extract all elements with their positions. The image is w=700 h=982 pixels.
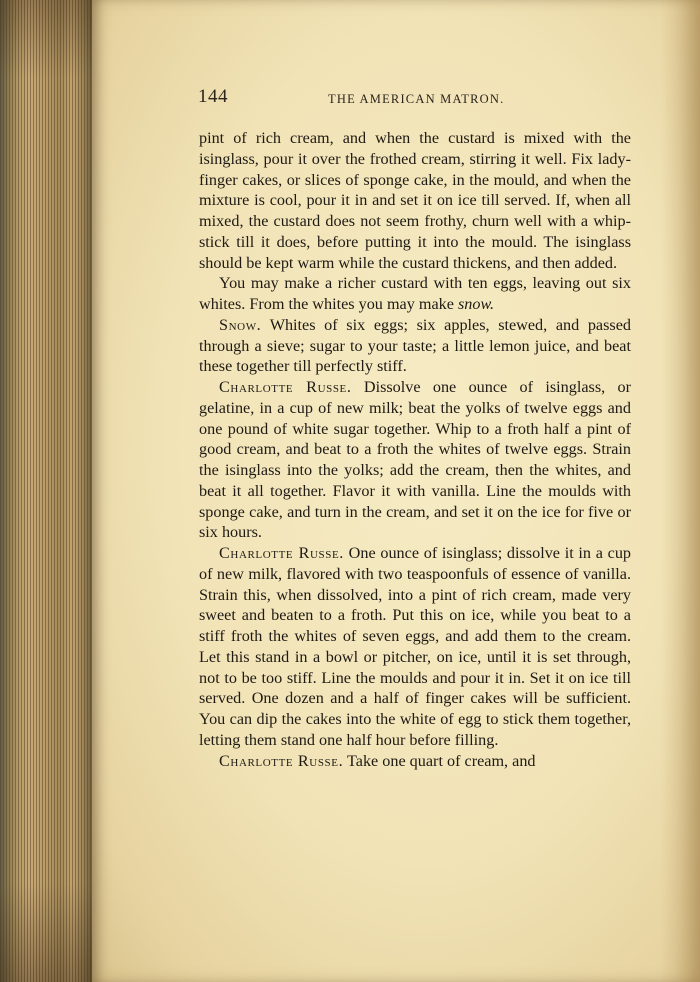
page-header — [196, 86, 634, 116]
running-head: THE AMERICAN MATRON. — [328, 92, 505, 106]
paragraph-emphasis: snow. — [457, 295, 495, 313]
page-number: 144 — [198, 86, 228, 107]
paragraph-text: Dissolve one ounce of isinglass, or gelatine, in a cup of new milk; beat the yolks of twelve eggs and one pound of white sugar together. Whip to a froth half a pint of good cream, and beat to a froth the whites of twelve eggs. Strain the isinglass into the yolks; add the cream, then the whites, and beat it all together. Flavor it with vanilla. Line the moulds with sponge cake, and turn in the cream, and set it on the ice for five or six hours. — [199, 378, 632, 542]
recipe-heading: Charlotte Russe. — [219, 544, 344, 562]
paragraph-text: You may make a richer custard with ten eggs, leaving out six whites. From the whites you may make — [199, 274, 631, 313]
page-sheet — [92, 0, 700, 982]
paragraph-charlotte-russe-1 — [199, 377, 631, 543]
paragraph-charlotte-russe-2 — [199, 543, 631, 751]
page-edges-gutter — [0, 0, 92, 982]
paragraph-snow — [199, 315, 631, 377]
recipe-heading: Charlotte Russe. — [219, 751, 344, 770]
paragraph-text: pint of rich cream, and when the custard is mixed with the isinglass, pour it over the frothed cream, stirring it well. Fix lady-finger cakes, or slices of sponge cake, in the mould, and when the mixture is cool, pour it in and set it on ice till served. If, when all mixed, the custard does not seem frothy, churn well with a whip-stick till it does, before putting it into the mould. The isinglass should be kept warm while the custard thickens, and then added. — [199, 129, 631, 272]
recipe-heading: Charlotte Russe. — [219, 378, 352, 396]
paragraph-text: Whites of six eggs; six apples, stewed, and passed through a sieve; sugar to your taste; a little lemon juice, and beat these together till perfectly stiff. — [199, 315, 631, 376]
paragraph-charlotte-russe-3 — [199, 751, 631, 772]
body-text — [199, 128, 631, 771]
paragraph-text: Take one quart of cream, and — [347, 751, 536, 770]
paragraph-custard-continuation — [199, 128, 631, 273]
paragraph-text: One ounce of isinglass; dissolve it in a cup of new milk, flavored with two teaspoonfuls of essence of vanilla. Strain this, when dissolved, into a pint of rich cream, made very sweet and beaten to a froth. Put this on ice, while you beat to a stiff froth the whites of seven eggs, and add them to the cream. Let this stand in a bowl or pitcher, on ice, until it is set through, not to be too stiff. Line the moulds and pour it in. Set it on ice till served. One dozen and a half of finger cakes will be sufficient. You can dip the cakes into the white of egg to stick them together, letting them stand one half hour before filling. — [199, 544, 632, 749]
paragraph-richer-custard — [199, 273, 631, 315]
recipe-heading: Snow. — [219, 315, 262, 334]
